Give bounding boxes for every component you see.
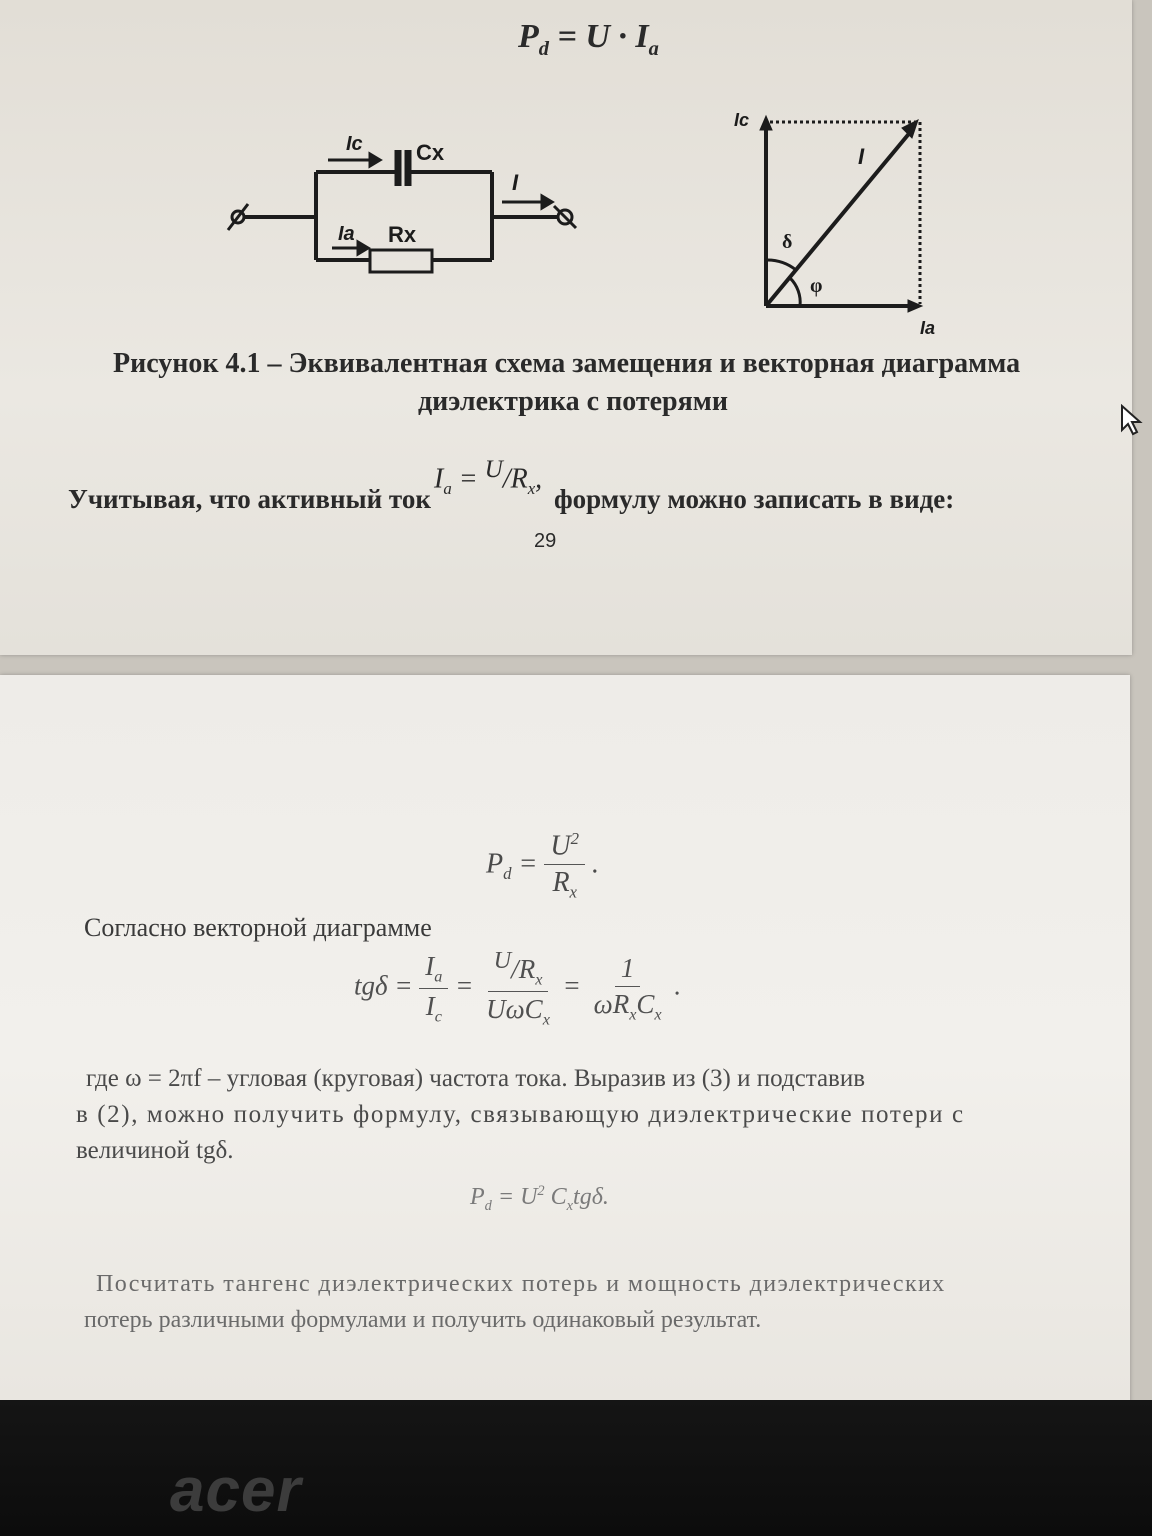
monitor-brand-logo: acer (170, 1456, 302, 1525)
text-vector-diagram: Согласно векторной диаграмме (84, 913, 432, 942)
circuit-i-label: I (512, 170, 519, 195)
page-number: 29 (534, 530, 557, 552)
circuit-ic-label: Ic (346, 133, 363, 155)
circuit-ia-label: Ia (338, 223, 355, 245)
vector-delta-label: δ (782, 231, 793, 253)
vector-ia-label: Ia (920, 318, 936, 338)
formula-tg-delta: tgδ = $\frac{I_a}{I_c}$ = $\frac{^U/R_x}{U\omega C_x}$ = $\frac{1}{\omega R_xC_x}$ . (354, 947, 682, 1029)
text-formula-form: формулу можно записать в виде: (554, 484, 955, 514)
vector-i-label: I (858, 144, 865, 169)
vector-phi-label: φ (810, 275, 823, 297)
paragraph-line-3: величиной tgδ. (76, 1137, 234, 1164)
document-page-1 (0, 0, 1132, 655)
task-line-1: Посчитать тангенс диэлектрических потерь и мощность диэлектрических (96, 1271, 946, 1297)
task-line-2: потерь различными формулами и получить одинаковый результат. (84, 1307, 762, 1333)
formula-pd-u2-rx: $P_d$ = $\frac{U^2}{R_x}$ . (486, 829, 600, 902)
mouse-cursor-icon (1120, 404, 1144, 436)
paragraph-line-1: где ω = 2πf – угловая (круговая) частота тока. Выразив из (3) и подставив (86, 1065, 866, 1092)
formula-pd-power: $P_d = U \cdot I_a$ (518, 18, 659, 60)
circuit-rx-label: Rx (388, 222, 417, 247)
vector-ic-label: Ic (734, 110, 750, 130)
vector-diagram (730, 100, 950, 340)
formula-pd-tg-delta: $P_d = U^2$ $C_xtg\delta$. (470, 1183, 609, 1214)
paragraph-line-2: в (2), можно получить формулу, связывающую диэлектрические потери с (76, 1101, 965, 1128)
text-active-current: Учитывая, что активный ток (68, 484, 431, 514)
figure-caption-line-2: диэлектрика с потерями (418, 386, 728, 417)
document-page-2 (0, 675, 1130, 1435)
circuit-cx-label: Cx (416, 140, 445, 165)
formula-ia: $I_a = ^U/R_x$, (434, 456, 543, 498)
equivalent-circuit-diagram (220, 120, 600, 290)
figure-caption-line-1: Рисунок 4.1 – Эквивалентная схема замещения и векторная диаграмма (113, 348, 1021, 379)
